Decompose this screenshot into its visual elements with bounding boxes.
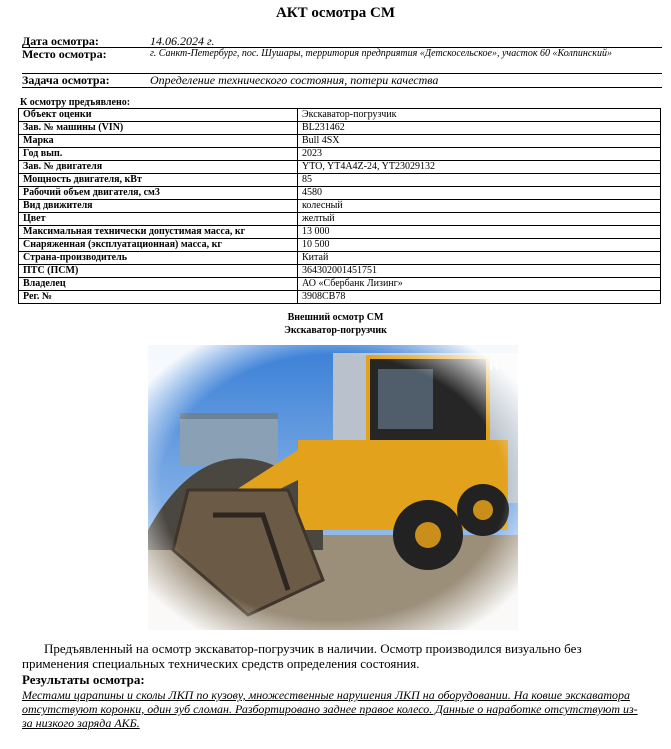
results-title: Результаты осмотра: bbox=[22, 672, 145, 687]
spec-key: ПТС (ПСМ) bbox=[19, 265, 298, 278]
photo-caption-1: Внешний осмотр СМ bbox=[287, 312, 384, 323]
task-row bbox=[22, 74, 662, 88]
table-row bbox=[19, 122, 661, 135]
table-row bbox=[19, 135, 661, 148]
photo-caption-2: Экскаватор-погрузчик bbox=[284, 325, 387, 336]
spec-key: Вид движителя bbox=[19, 200, 298, 213]
excavator-photo bbox=[148, 345, 518, 630]
spec-key: Рег. № bbox=[19, 291, 298, 304]
place-value: г. Санкт-Петербург, пос. Шушары, территория предприятия «Детскосельское», участок 60 «Колпинский» bbox=[150, 48, 612, 59]
spec-value: 4580 bbox=[298, 187, 661, 200]
spec-value: 3908СВ78 bbox=[298, 291, 661, 304]
results-text: Местами царапины и сколы ЛКП по кузову, множественные нарушения ЛКП на оборудовании. На ковше экскаватора отсутствуют коронки, один зуб сломан. Разбортировано заднее правое колесо. Данные о наработке отсутствуют из-за низкого заряда АКБ. bbox=[22, 688, 638, 730]
place-label: Место осмотра: bbox=[22, 47, 107, 61]
task-label: Задача осмотра: bbox=[22, 73, 110, 87]
spec-key: Рабочий объем двигателя, см3 bbox=[19, 187, 298, 200]
table-row bbox=[19, 239, 661, 252]
date-label: Дата осмотра: bbox=[22, 34, 99, 48]
spec-value: 85 bbox=[298, 174, 661, 187]
spec-value: BL231462 bbox=[298, 122, 661, 135]
spec-key: Цвет bbox=[19, 213, 298, 226]
table-row bbox=[19, 226, 661, 239]
spec-key: Объект оценки bbox=[19, 109, 298, 122]
spec-key: Марка bbox=[19, 135, 298, 148]
spec-key: Мощность двигателя, кВт bbox=[19, 174, 298, 187]
inspection-description: Предъявленный на осмотр экскаватор-погрузчик в наличии. Осмотр производился визуально без применения специальных технических средств определения состояния. bbox=[22, 641, 582, 671]
spec-key: Зав. № двигателя bbox=[19, 161, 298, 174]
page-title: АКТ осмотра СМ bbox=[275, 5, 396, 21]
table-row bbox=[19, 278, 661, 291]
spec-key: Страна-производитель bbox=[19, 252, 298, 265]
spec-key: Зав. № машины (VIN) bbox=[19, 122, 298, 135]
table-row bbox=[19, 174, 661, 187]
place-row bbox=[22, 48, 662, 74]
table-row bbox=[19, 291, 661, 304]
table-row bbox=[19, 109, 661, 122]
spec-value: АО «Сбербанк Лизинг» bbox=[298, 278, 661, 291]
spec-value: 2023 bbox=[298, 148, 661, 161]
spec-value: колесный bbox=[298, 200, 661, 213]
spec-table bbox=[18, 108, 661, 304]
spec-value: желтый bbox=[298, 213, 661, 226]
table-row bbox=[19, 161, 661, 174]
date-row bbox=[22, 35, 662, 48]
table-row bbox=[19, 265, 661, 278]
date-value: 14.06.2024 г. bbox=[150, 34, 215, 48]
spec-key: Максимальная технически допустимая масса, кг bbox=[19, 226, 298, 239]
table-row bbox=[19, 213, 661, 226]
spec-value: 10 500 bbox=[298, 239, 661, 252]
spec-value: Китай bbox=[298, 252, 661, 265]
spec-value: Bull 4SX bbox=[298, 135, 661, 148]
spec-key: Год вып. bbox=[19, 148, 298, 161]
spec-value: Экскаватор-погрузчик bbox=[298, 109, 661, 122]
spec-value: 13 000 bbox=[298, 226, 661, 239]
table-row bbox=[19, 252, 661, 265]
table-row bbox=[19, 200, 661, 213]
table-row bbox=[19, 187, 661, 200]
task-value: Определение технического состояния, потери качества bbox=[150, 73, 439, 87]
spec-value: YTO, YT4A4Z-24, YT23029132 bbox=[298, 161, 661, 174]
table-row bbox=[19, 148, 661, 161]
spec-key: Владелец bbox=[19, 278, 298, 291]
spec-value: 364302001451751 bbox=[298, 265, 661, 278]
spec-key: Снаряженная (эксплуатационная) масса, кг bbox=[19, 239, 298, 252]
presented-label: К осмотру предъявлено: bbox=[20, 97, 131, 108]
